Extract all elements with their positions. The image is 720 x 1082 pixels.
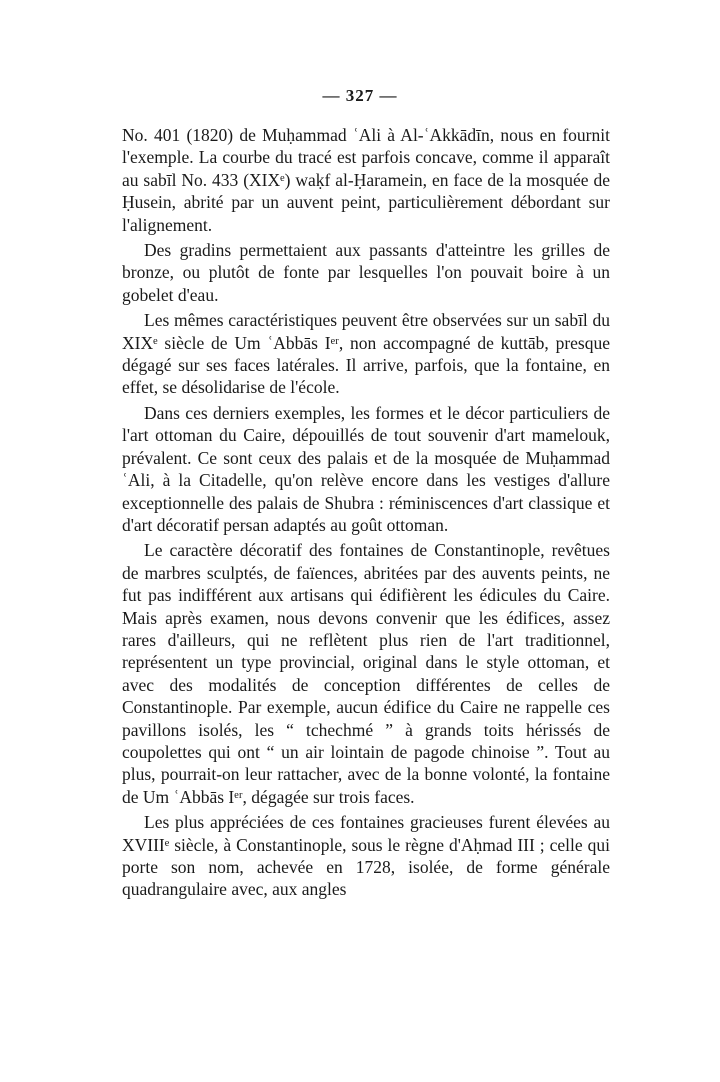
- body-text: [122, 124, 610, 901]
- paragraph-5: Le caractère décoratif des fontaines de Constantinople, revêtues de marbres sculptés, de faïences, abritées par des auvents peints, ne fut pas indifférent aux artisans qui édifièrent les édicules du Caire. Mais après examen, nous devons convenir que les édifices, assez rares d'ailleurs, qui ne reflètent plus rien de l'art traditionnel, représentent un type provincial, original dans le style ottoman, et avec des modalités de conception différentes de celles de Constantinople. Par exemple, aucun édifice du Caire ne rappelle ces pavillons isolés, les “ tchechmé ” à grands toits hérissés de coupolettes qui ont “ un air lointain de pagode chinoise ”. Tout au plus, pourrait-on leur rattacher, avec de la bonne volonté, la fontaine de Um ʿAbbās Iᵉʳ, dégagée sur trois faces.: [122, 540, 610, 807]
- paragraph-1: No. 401 (1820) de Muḥammad ʿAli à Al-ʿAkkādīn, nous en fournit l'exemple. La courbe du tracé est parfois concave, comme il apparaît au sabīl No. 433 (XIXᵉ) waḳf al-Ḥaramein, en face de la mosquée de Ḥusein, abrité par un auvent peint, particulièrement débordant sur l'alignement.: [122, 125, 610, 235]
- paragraph-6: Les plus appréciées de ces fontaines gracieuses furent élevées au XVIIIᵉ siècle, à Constantinople, sous le règne d'Aḥmad III ; celle qui porte son nom, achevée en 1728, isolée, de forme générale quadrangulaire avec, aux angles: [122, 812, 610, 900]
- page-number: — 327 —: [322, 86, 398, 105]
- paragraph-2: Des gradins permettaient aux passants d'atteintre les grilles de bronze, ou plutôt de fonte par lesquelles l'on pouvait boire à un gobelet d'eau.: [122, 240, 610, 305]
- paragraph-4: Dans ces derniers exemples, les formes et le décor particuliers de l'art ottoman du Caire, dépouillés de tout souvenir d'art mamelouk, prévalent. Ce sont ceux des palais et de la mosquée de Muḥammad ʿAli, à la Citadelle, qu'on relève encore dans les vestiges d'allure exceptionnelle des palais de Shubra : réminiscences d'art classique et d'art décoratif persan adaptés au goût ottoman.: [122, 402, 610, 535]
- paragraph-3: Les mêmes caractéristiques peuvent être observées sur un sabīl du XIXᵉ siècle de Um ʿAbbās Iᵉʳ, non accompagné de kuttāb, presque dégagé sur ses faces latérales. Il arrive, parfois, que la fontaine, en effet, se désolidarise de l'école.: [122, 310, 610, 398]
